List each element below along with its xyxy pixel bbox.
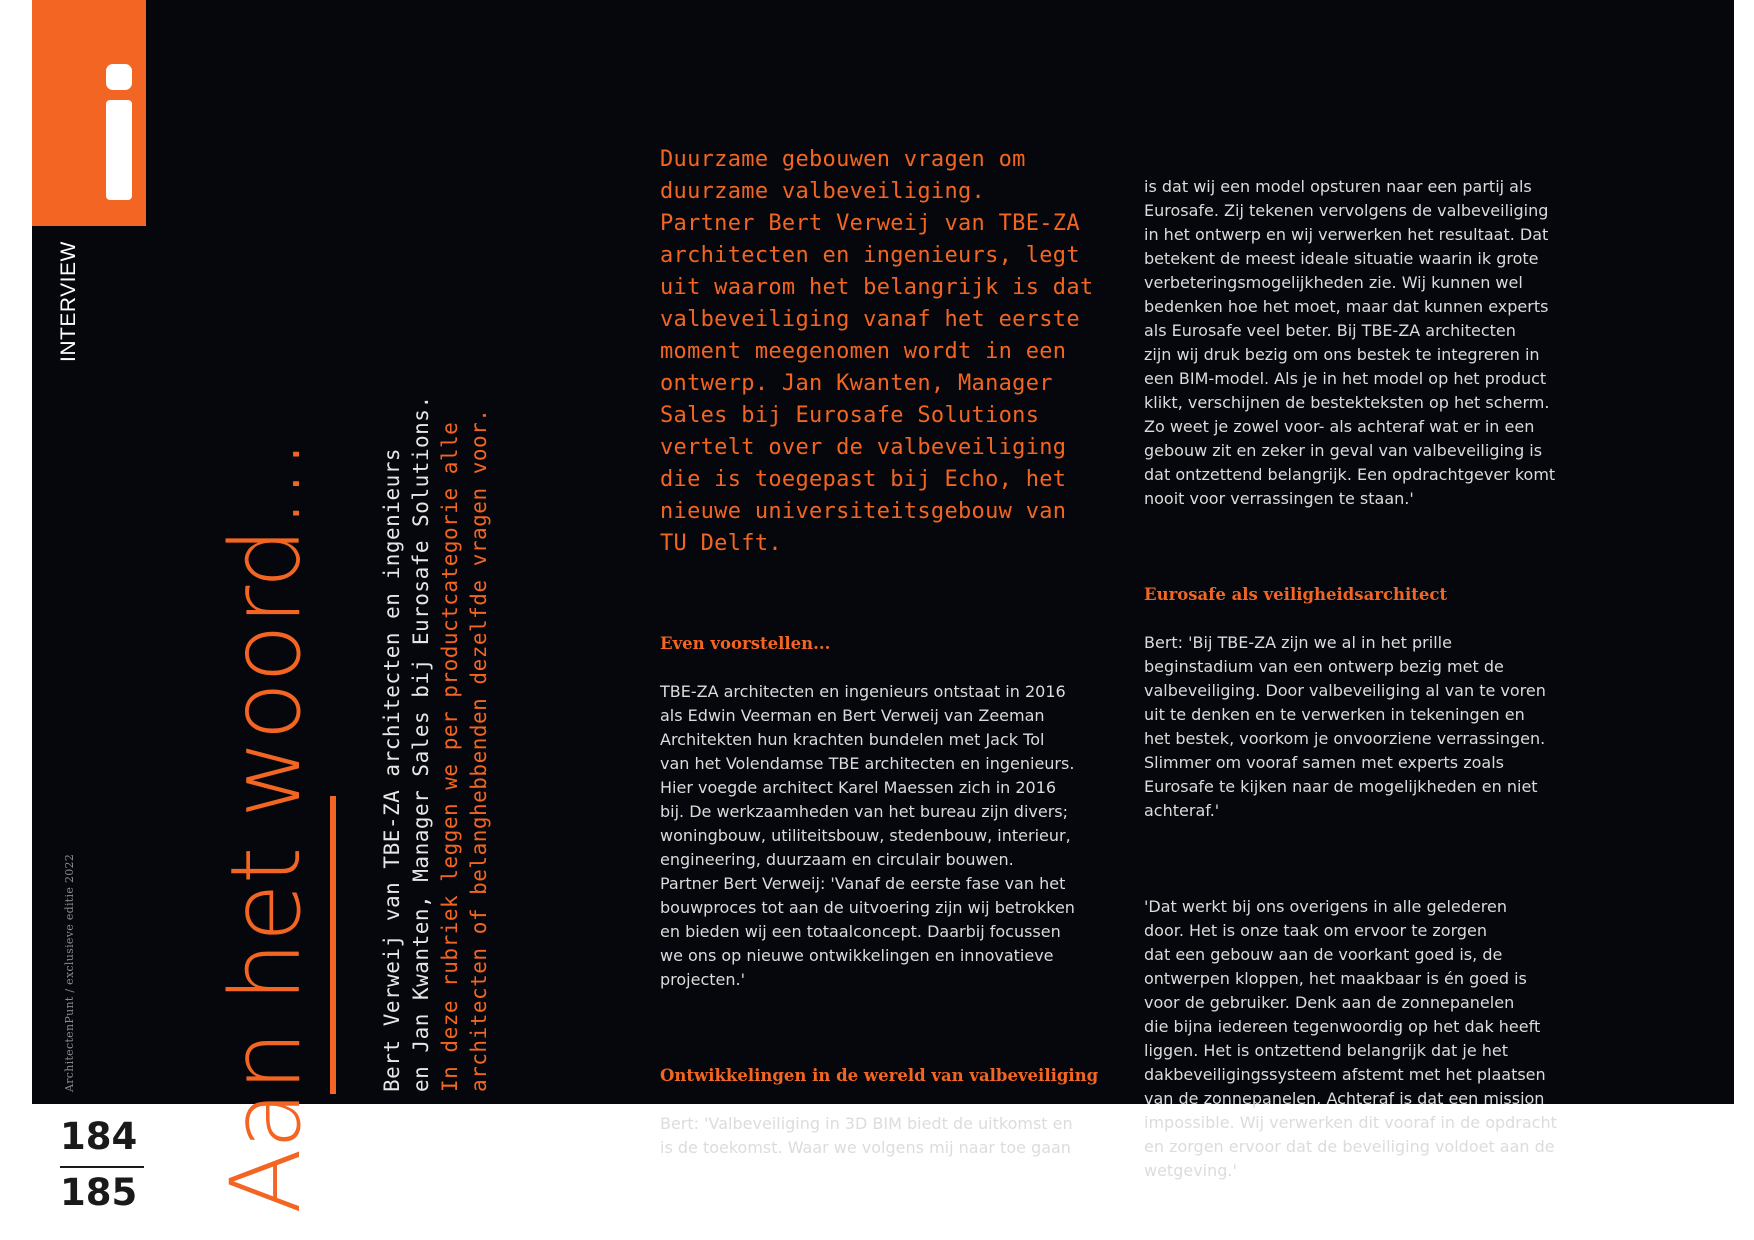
- article-column-2: [1144, 151, 1594, 1207]
- paragraph-gelederen: 'Dat werkt bij ons overigens in alle gelederen door. Het is onze taak om ervoor te zorgen dat een gebouw aan de voorkant goed is, de ontwerpen kloppen, het maakbaar is én goed is voor de gebruiker. Denk aan de zonnepanelen die bijna iedereen tegenwoordig op het dak heeft liggen. Het is ontzettend belangrijk dat je het dakbeveiligingssysteem afstemt met het plaatsen van de zonnepanelen. Achteraf is dat een mission impossible. Wij verwerken dit vooraf in de opdracht en zorgen ervoor dat de beveiliging voldoet aan de wetgeving.': [1144, 897, 1557, 1180]
- section-heading-even-voorstellen: Even voorstellen...: [660, 634, 831, 653]
- intro-line-4: architecten of belanghebbenden dezelfde vragen voor.: [467, 408, 491, 1092]
- article-column-1: [660, 608, 1100, 1184]
- page-number-left: 184: [60, 1115, 138, 1158]
- section-heading-ontwikkelingen: Ontwikkelingen in de wereld van valbeveiliging: [660, 1066, 1099, 1085]
- section-heading-veiligheidsarchitect: Eurosafe als veiligheidsarchitect: [1144, 585, 1448, 604]
- intro-line-3: In deze rubriek leggen we per productcategorie alle: [438, 421, 462, 1092]
- page-number-divider: [60, 1166, 144, 1168]
- intro-line-1: Bert Verweij van TBE-ZA architecten en ingenieurs: [380, 447, 404, 1092]
- page-number-right: 185: [60, 1171, 138, 1214]
- info-icon: [32, 0, 146, 226]
- paragraph-even-voorstellen: TBE-ZA architecten en ingenieurs ontstaat in 2016 als Edwin Veerman en Bert Verweij van Zeeman Architekten hun krachten bundelen met Jack Tol van het Volendamse TBE architecten en ingenieurs. Hier voegde architect Karel Maessen zich in 2016 bij. De werkzaamheden van het bureau zijn divers; woningbouw, utiliteitsbouw, stedenbouw, interieur, engineering, duurzaam en circulair bouwen. Partner Bert Verweij: 'Vanaf de eerste fase van het bouwproces tot aan de uitvoering zijn wij betrokken en bieden wij een totaalconcept. Daarbij focussen we ons op nieuwe ontwikkelingen en innovatieve projecten.': [660, 682, 1075, 989]
- lead-paragraph: Duurzame gebouwen vragen om duurzame valbeveiliging. Partner Bert Verweij van TBE-ZA architecten en ingenieurs, legt uit waarom het belangrijk is dat valbeveiliging vanaf het eerste moment meegenomen wordt in een ontwerp. Jan Kwanten, Manager Sales bij Eurosafe Solutions vertelt over de valbeveiliging die is toegepast bij Echo, het nieuwe universiteitsgebouw van TU Delft.: [660, 147, 1094, 556]
- page-title: Aan het woord...: [210, 439, 322, 1214]
- paragraph-veiligheidsarchitect: Bert: 'Bij TBE-ZA zijn we al in het prille beginstadium van een ontwerp bezig met de valbeveiliging. Door valbeveiliging al van te voren uit te denken en te verwerken in tekeningen en het bestek, voorkom je onvoorziene verrassingen. Slimmer om vooraf samen met experts zoals Eurosafe te kijken naar de mogelijkheden en niet achteraf.': [1144, 633, 1546, 820]
- paragraph-ontwikkelingen: Bert: 'Valbeveiliging in 3D BIM biedt de uitkomst en is de toekomst. Waar we volgens mij naar toe gaan: [660, 1114, 1073, 1157]
- edition-label: ArchitectenPunt / exclusieve editie 2022: [63, 853, 76, 1092]
- page-numbers: [60, 1115, 144, 1218]
- intro-text: [378, 395, 494, 1092]
- paragraph-bim-model: is dat wij een model opsturen naar een partij als Eurosafe. Zij tekenen vervolgens de valbeveiliging in het ontwerp en wij verwerken het resultaat. Dat betekent de meest ideale situatie waarin ik grote verbeteringsmogelijkheden zie. Wij kunnen wel bedenken hoe het moet, maar dat kunnen experts als Eurosafe veel beter. Bij TBE-ZA architecten zijn wij druk bezig om ons bestek te integreren in een BIM-model. Als je in het model op het product klikt, verschijnen de bestekteksten op het scherm. Zo weet je zowel voor- als achteraf wat er in een gebouw zit en zeker in geval van valbeveiliging is dat ontzettend belangrijk. Een opdrachtgever komt nooit voor verrassingen te staan.': [1144, 177, 1556, 508]
- title-accent-bar: [330, 796, 336, 1094]
- intro-line-2: en Jan Kwanten, Manager Sales bij Eurosafe Solutions.: [409, 395, 433, 1092]
- section-label: INTERVIEW: [57, 241, 80, 362]
